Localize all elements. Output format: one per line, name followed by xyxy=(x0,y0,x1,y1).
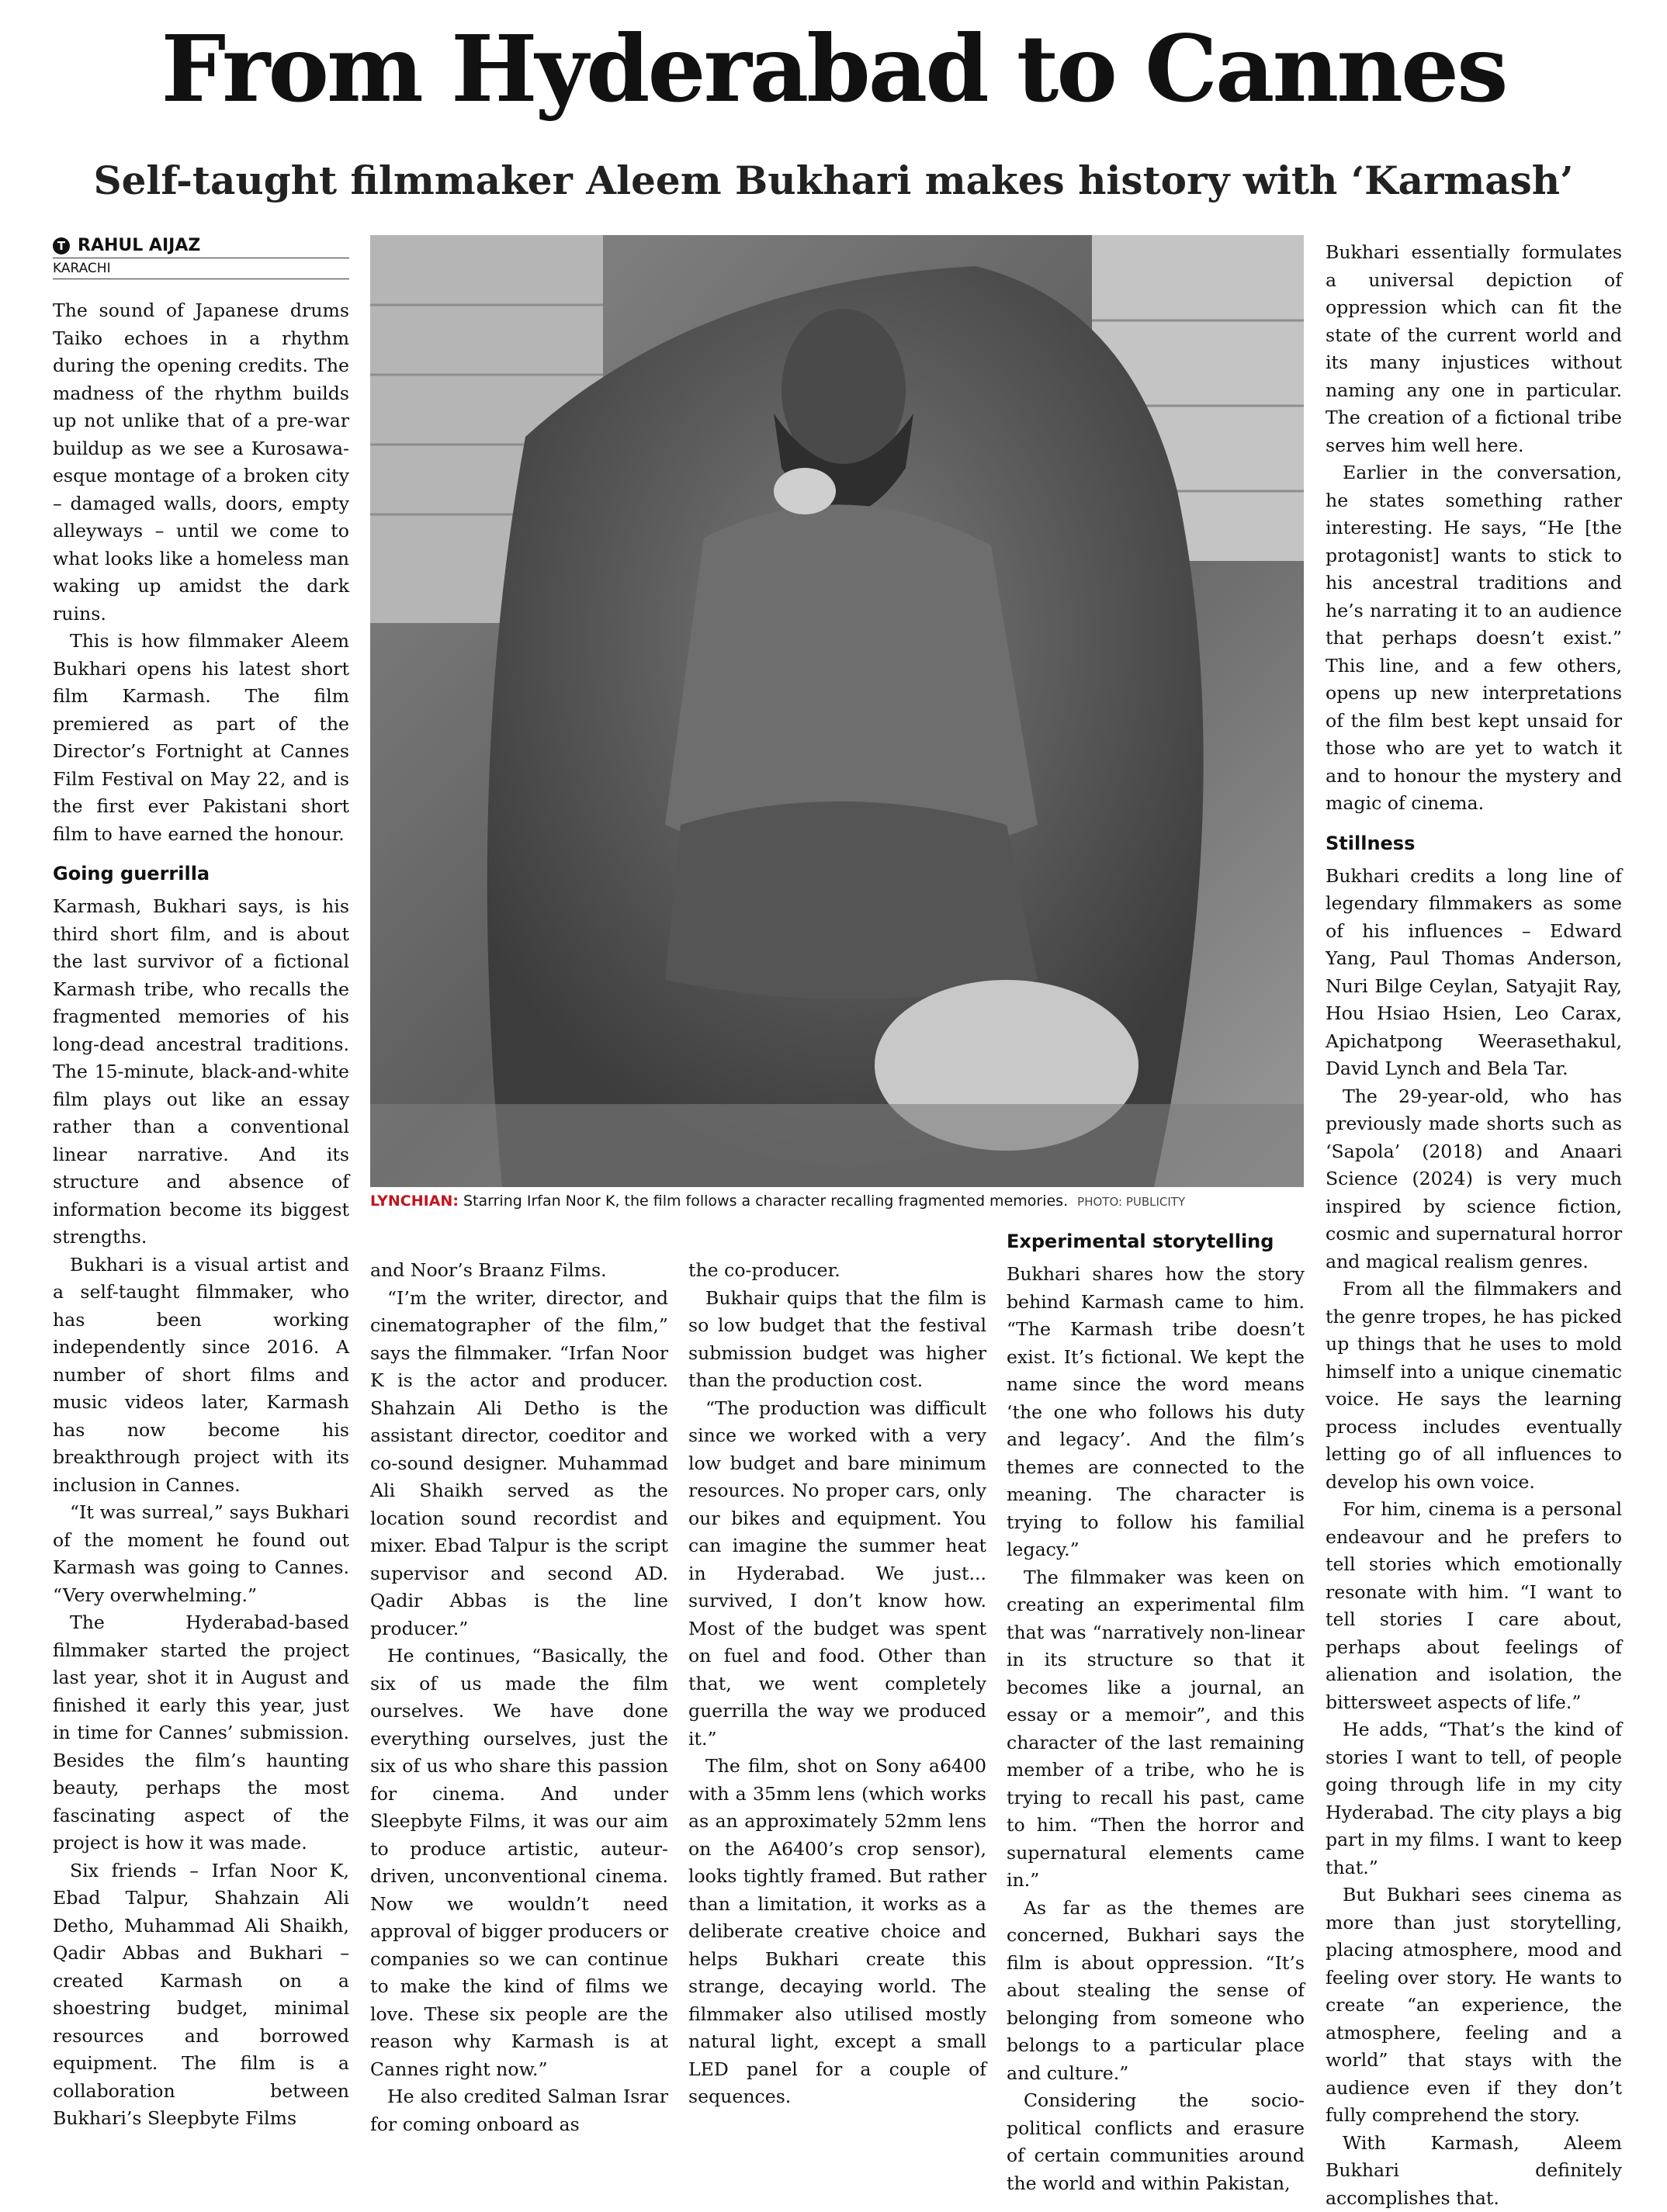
paragraph: Karmash, Bukhari says, is his third short film, and is about the last survivor of a fictional Karmash tribe, who recalls the fragmented memories of his long-dead ancestral traditions. The 15-minute, black-and-white film plays out like an essay rather than a conventional linear narrative. And its structure and absence of information become its biggest strengths. xyxy=(53,893,349,1251)
column-1 xyxy=(53,297,349,2133)
paragraph: This is how filmmaker Aleem Bukhari opens his latest short film Karmash. The film premiered as part of the Director’s Fortnight at Cannes Film Festival on May 22, and is the first ever Pakistani short film to have earned the honour. xyxy=(53,628,349,848)
paragraph: He also credited Salman Israr for coming onboard as xyxy=(370,2083,668,2138)
paragraph: The sound of Japanese drums Taiko echoes in a rhythm during the opening credits. The madness of the rhythm builds up not unlike that of a pre-war buildup as we see a Kurosawa-esque montage of a broken city – damaged walls, doors, empty alleyways – until we come to what looks like a homeless man waking up amidst the dark ruins. xyxy=(53,297,349,628)
paragraph: With Karmash, Aleem Bukhari definitely accomplishes that. xyxy=(1326,2130,1622,2212)
caption-kicker: LYNCHIAN: xyxy=(370,1193,459,1210)
paragraph: Earlier in the conversation, he states something rather interesting. He says, “He [the protagonist] wants to stick to his ancestral traditions and he’s narrating it to an audience that perhaps doesn’t exist.” This line, and a few others, opens up new interpretations of the film best kept unsaid for those who are yet to watch it and to honour the mystery and magic of cinema. xyxy=(1326,459,1622,818)
paragraph: and Noor’s Braanz Films. xyxy=(370,1257,668,1285)
paragraph: He continues, “Basically, the six of us made the film ourselves. We have done everything ourselves, just the six of us who share this passion for cinema. And under Sleepbyte Films, it was our aim to produce artistic, auteur-driven, unconventional cinema. Now we wouldn’t need approval of bigger producers or companies so we can continue to make the kind of films we love. These six people are the reason why Karmash is at Cannes right now.” xyxy=(370,1643,668,2083)
caption-text: Starring Irfan Noor K, the film follows a character recalling fragmented memories. xyxy=(463,1193,1068,1210)
paragraph: The Hyderabad-based filmmaker started the project last year, shot it in August and finished it early this year, just in time for Cannes’ submission. Besides the film’s haunting beauty, perhaps the most fascinating aspect of the project is how it was made. xyxy=(53,1609,349,1857)
column-2 xyxy=(370,1257,668,2138)
paragraph: “I’m the writer, director, and cinematographer of the film,” says the filmmaker. “Irfan Noor K is the actor and producer. Shahzain Ali Detho is the assistant director, coeditor and co-sound designer. Muhammad Ali Shaikh served as the location sound recordist and mixer. Ebad Talpur is the script supervisor and second AD. Qadir Abbas is the line producer.” xyxy=(370,1285,668,1643)
paragraph: As far as the themes are concerned, Bukhari says the film is about oppression. “It’s about stealing the sense of belonging from someone who belongs to a particular place and culture.” xyxy=(1007,1895,1305,2088)
column-4 xyxy=(1007,1230,1305,2197)
paragraph: “It was surreal,” says Bukhari of the moment he found out Karmash was going to Cannes. “Very overwhelming.” xyxy=(53,1499,349,1609)
paragraph: Bukhair quips that the film is so low budget that the festival submission budget was higher than the production cost. xyxy=(688,1285,986,1395)
section-heading: Going guerrilla xyxy=(53,862,349,885)
paragraph: He adds, “That’s the kind of stories I want to tell, of people going through life in my city Hyderabad. The city plays a big part in my films. I want to keep that.” xyxy=(1326,1716,1622,1881)
column-3 xyxy=(688,1257,986,2111)
paragraph: The film, shot on Sony a6400 with a 35mm lens (which works as an approximately 52mm lens on the A6400’s crop sensor), looks tightly framed. But rather than a limitation, it works as a deliberate creative choice and helps Bukhari create this strange, decaying world. The filmmaker also utilised mostly natural light, except a small LED panel for a couple of sequences. xyxy=(688,1753,986,2111)
paragraph: Bukhari credits a long line of legendary filmmakers as some of his influences – Edward Yang, Paul Thomas Anderson, Nuri Bilge Ceylan, Satyajit Ray, Hou Hsiao Hsien, Leo Carax, Apichatpong Weerasethakul, David Lynch and Bela Tar. xyxy=(1326,863,1622,1083)
headline: From Hyderabad to Cannes xyxy=(0,23,1667,115)
paragraph: The 29-year-old, who has previously made shorts such as ‘Sapola’ (2018) and Anaari Science (2024) is very much inspired by science fiction, cosmic and supernatural horror and magical realism genres. xyxy=(1326,1083,1622,1276)
paragraph: The filmmaker was keen on creating an experimental film that was “narratively non-linear in its structure so that it becomes like a journal, an essay or a memoir”, and this character of the last remaining member of a tribe, who he is trying to recall his past, came to him. “Then the horror and supernatural elements came in.” xyxy=(1007,1564,1305,1895)
section-heading: Experimental storytelling xyxy=(1007,1230,1305,1253)
paragraph: Bukhari shares how the story behind Karmash came to him. “The Karmash tribe doesn’t exist. It’s fictional. We kept the name since the word means ‘the one who follows his duty and legacy’. And the film’s themes are connected to the meaning. The character is trying to follow his familial legacy.” xyxy=(1007,1261,1305,1564)
dateline-location: KARACHI xyxy=(53,258,349,279)
article-photo xyxy=(370,235,1304,1187)
paragraph: the co-producer. xyxy=(688,1257,986,1285)
author-name: RAHUL AIJAZ xyxy=(78,236,200,255)
paragraph: But Bukhari sees cinema as more than just storytelling, placing atmosphere, mood and feeling over story. He wants to create “an experience, the atmosphere, feeling and a world” that stays with the audience even if they don’t fully comprehend the story. xyxy=(1326,1881,1622,2130)
paragraph: Considering the socio-political conflicts and erasure of certain communities around the world and within Pakistan, xyxy=(1007,2087,1305,2197)
paragraph: Bukhari essentially formulates a universal depiction of oppression which can fit the state of the current world and its many injustices without naming any one in particular. The creation of a fictional tribe serves him well here. xyxy=(1326,239,1622,459)
section-heading: Stillness xyxy=(1326,832,1622,855)
paragraph: “The production was difficult since we worked with a very low budget and bare minimum resources. No proper cars, only our bikes and equipment. You can imagine the summer heat in Hyderabad. We just... survived, I don’t know how. Most of the budget was spent on fuel and food. Other than that, we went completely guerrilla the way we produced it.” xyxy=(688,1395,986,1753)
photo-credit: PHOTO: PUBLICITY xyxy=(1077,1195,1185,1209)
byline-author-row xyxy=(53,236,349,258)
byline xyxy=(53,236,349,279)
paragraph: For him, cinema is a personal endeavour and he prefers to tell stories which emotionally resonate with him. “I want to tell stories I care about, perhaps about feelings of alienation and isolation, the bittersweet aspects of life.” xyxy=(1326,1496,1622,1716)
paragraph: Six friends – Irfan Noor K, Ebad Talpur, Shahzain Ali Detho, Muhammad Ali Shaikh, Qadir Abbas and Bukhari – created Karmash on a shoestring budget, minimal resources and borrowed equipment. The film is a collaboration between Bukhari’s Sleepbyte Films xyxy=(53,1857,349,2133)
tribune-logo-icon: T xyxy=(53,237,70,254)
subheadline: Self-taught filmmaker Aleem Bukhari makes history with ‘Karmash’ xyxy=(0,161,1667,200)
paragraph: From all the filmmakers and the genre tropes, he has picked up things that he uses to mold himself into a unique cinematic voice. He says the learning process includes eventually letting go of all influences to develop his own voice. xyxy=(1326,1276,1622,1496)
paragraph: Bukhari is a visual artist and a self-taught filmmaker, who has been working independently since 2016. A number of short films and music videos later, Karmash has now become his breakthrough project with its inclusion in Cannes. xyxy=(53,1251,349,1500)
column-5 xyxy=(1326,239,1622,2212)
photo-caption xyxy=(370,1192,1304,1211)
photo-image xyxy=(370,235,1304,1187)
